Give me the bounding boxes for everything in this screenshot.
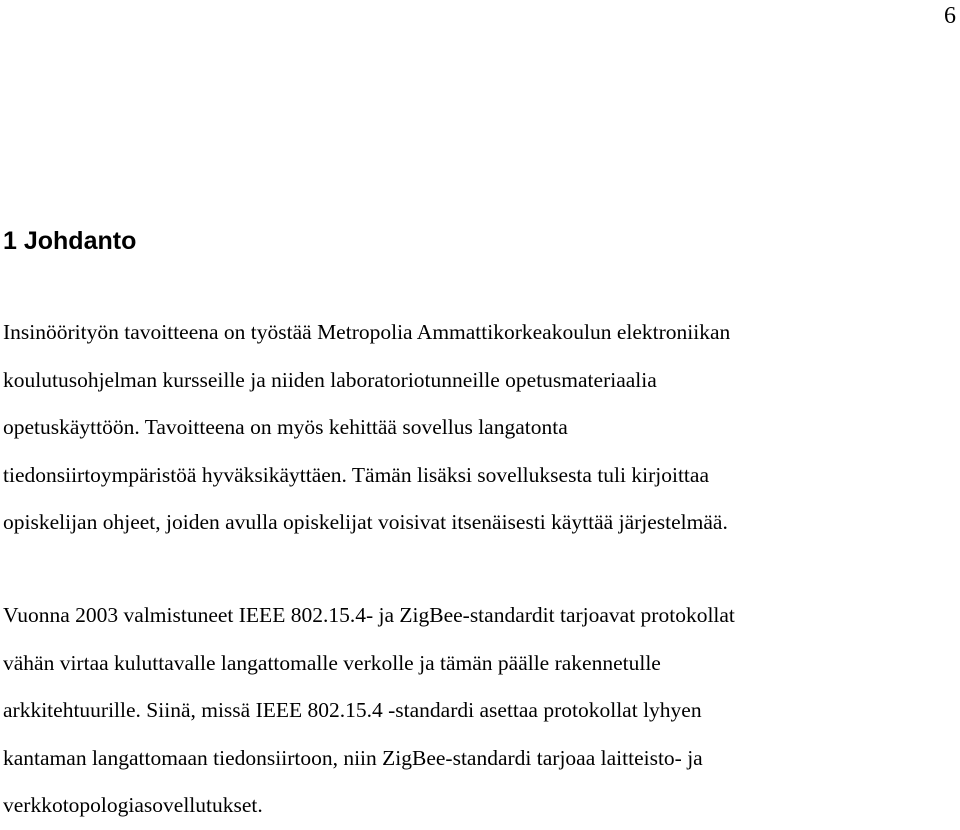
- paragraph-line: vähän virtaa kuluttavalle langattomalle verkolle ja tämän päälle rakennetulle: [3, 650, 661, 675]
- paragraph-standards: [3, 592, 958, 830]
- paragraph-line: tiedonsiirtoympäristöä hyväksikäyttäen. Tämän lisäksi sovelluksesta tuli kirjoittaa: [3, 462, 709, 487]
- paragraph-line: opetuskäyttöön. Tavoitteena on myös kehittää sovellus langatonta: [3, 415, 568, 439]
- paragraph-line: Insinöörityön tavoitteena on työstää Metropolia Ammattikorkeakoulun elektroniikan: [3, 320, 731, 344]
- paragraph-line: kantaman langattomaan tiedonsiirtoon, niin ZigBee-standardi tarjoaa laitteisto- ja: [3, 745, 703, 770]
- paragraph-line: arkkitehtuurille. Siinä, missä IEEE 802.15.4 -standardi asettaa protokollat lyhyen: [3, 698, 702, 722]
- paragraph-line: opiskelijan ohjeet, joiden avulla opiskelijat voisivat itsenäisesti käyttää järjestelmää.: [3, 510, 728, 534]
- section-heading: 1 Johdanto: [3, 227, 137, 255]
- paragraph-line: verkkotopologiasovellutukset.: [3, 793, 263, 817]
- paragraph-line: koulutusohjelman kursseille ja niiden laboratoriotunneille opetusmateriaalia: [3, 367, 657, 392]
- paragraph-introduction: [3, 309, 958, 547]
- paragraph-line: Vuonna 2003 valmistuneet IEEE 802.15.4- ja ZigBee-standardit tarjoavat protokollat: [3, 603, 735, 627]
- page-number: 6: [944, 3, 956, 29]
